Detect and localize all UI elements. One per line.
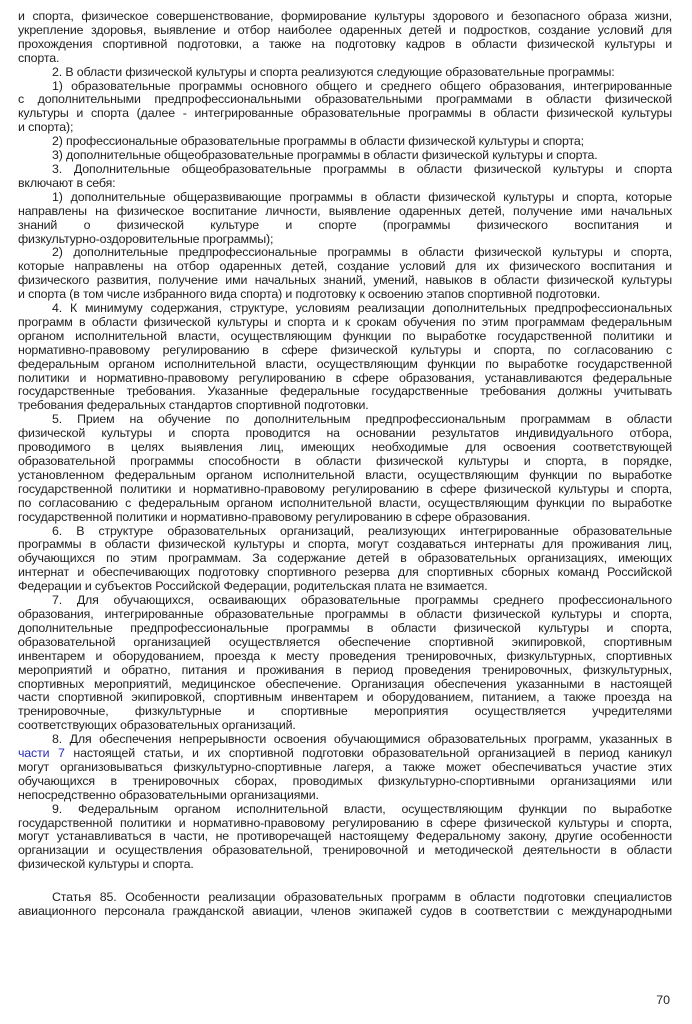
text-line: и спорта (в том числе избранного вида спорта) и подготовку к освоению этапов спортивной подготовки. [18,288,601,302]
paragraph-article-85 [18,891,672,919]
text-line: 7. Для обучающихся, осваивающих образовательные программы среднего профессионального [52,594,672,608]
text-line: федеральным органом исполнительной власти, осуществляющим функции по выработке государственной [18,357,672,371]
link-part-7[interactable]: части 7 [18,747,65,761]
text-line: прохождения спортивной подготовки, а также на подготовку кадров в области физической культуры и [18,37,672,51]
text-line: и спорта, физическое совершенствование, формирование культуры здорового и безопасного образа жизни, [18,10,672,23]
text-line: физической культуры и спорта. [18,858,194,872]
paragraph-p-3-2 [18,246,672,302]
text-line: 8. Для обеспечения непрерывности освоения обучающимися образовательных программ, указанных в [52,733,672,747]
text-line: государственной политики и нормативно-правовому регулированию в сфере физической культуры и спорта, [18,482,672,496]
text-line: непосредственно образовательными организациями. [18,788,319,802]
text-line: 3) дополнительные общеобразовательные программы в области физической культуры и спорта. [52,149,598,163]
text-line: инвентарем и оборудованием, проезда к месту проведения тренировочных, физкультурных, спортивных [18,649,672,663]
text-line: 6. В структуре образовательных организаций, реализующих интегрированные образовательные [52,524,672,538]
paragraph-p-6 [18,525,672,595]
paragraph-p-intro-continued [18,10,672,66]
text-line: интернат и обеспечивающих подготовку спортивного резерва для спортивных сборных команд Российской [18,566,672,580]
paragraph-p-9 [18,803,672,873]
text-line: 2) дополнительные предпрофессиональные программы в области физической культуры и спорта, [52,246,672,260]
paragraph-p-2-1 [18,80,672,136]
text-line: образовательной программы способности в области физической культуры и спорта, в порядке, [18,455,672,468]
text-line: тренировочные, физкультурные и спортивные мероприятия осуществляется учредителями [18,705,672,719]
paragraph-p-2-2 [18,135,672,149]
text-line: части спортивной экипировкой, спортивным инвентарем и оборудованием, питанием, а также проезда на [18,691,672,705]
text-line: направлены на физическое воспитание личности, выявление одаренных детей, получение ими начальных [18,204,672,218]
paragraph-p-8 [18,733,672,803]
text-line: укрепление здоровья, выявление и отбор наиболее одаренных детей и подростков, создание условий для [18,23,672,37]
text-line: 2) профессиональные образовательные программы в области физической культуры и спорта; [52,135,584,149]
text-line: 2. В области физической культуры и спорта реализуются следующие образовательные программы: [52,65,615,79]
text-line: 3. Дополнительные общеобразовательные программы в области физической культуры и спорта [52,162,672,176]
paragraph-p-4 [18,302,672,413]
text-line: 9. Федеральным органом исполнительной власти, осуществляющим функции по выработке [52,802,672,816]
text-line: государственные требования. Указанные федеральные государственные требования должны учитывать [18,385,672,399]
text-line: Статья 85. Особенности реализации образовательных программ в области подготовки специалистов [52,890,672,904]
text-line: дополнительные предпрофессиональные программы в области физической культуры и спорта, [18,621,672,635]
text-line: соответствующих образовательных организаций. [18,719,296,733]
paragraph-p-2 [18,66,672,80]
text-line: установленном федеральным органом исполнительной власти, осуществляющим функции по выработке [18,468,672,482]
text-line: 4. К минимуму содержания, структуре, условиям реализации дополнительных предпрофессиональных [52,302,672,316]
text-line: спортивных мероприятий, медицинское обеспечение. Организация обеспечения указанными в настоящей [18,677,672,691]
text-line: программы в области физической культуры и спорта, могут создаваться интернаты для проживания лиц, [18,538,672,552]
text-line: обучающихся в тренировочных сборах, проводимых физкультурно-спортивными организациями или [18,774,672,788]
paragraph-p-2-3 [18,149,672,163]
page-number: 70 [656,993,670,1007]
text-line: образования, интегрированные образовательные программы в области физической культуры и спорта, [18,607,672,621]
text-line: авиационного персонала гражданской авиации, членов экипажей судов в соответствии с международными [18,904,672,918]
paragraph-p-7 [18,594,672,733]
text-fragment: настоящей статьи, и их спортивной подготовки образовательной организацией в период каникул [64,747,672,761]
text-line: знаний о физической культуре и спорте (программы физического воспитания и [18,218,672,232]
text-line [18,747,672,761]
text-line: обучающихся по этим программам. За содержание детей в образовательных организациях, имеющих [18,552,672,566]
text-line: Федерации и субъектов Российской Федерации, родительская плата не взимается. [18,580,488,594]
text-line: и спорта); [18,121,74,135]
text-line: политики и нормативно-правовому регулированию в сфере образования, устанавливаются федеральные [18,371,672,385]
text-line: мероприятий и обратно, питания и проживания в период проведения тренировочных, физкультурных, [18,663,672,677]
text-line: физического развития, получение ими начальных знаний, умений, навыков в области физической культуры [18,274,672,288]
text-line: организации и осуществления образовательной, тренировочной и методической деятельности в области [18,844,672,858]
text-line: физической культуры и спорта проводится на основании результатов индивидуального отбора, [18,427,672,441]
text-line: программ в области физической культуры и спорта и к срокам обучения по этим программам федеральным [18,315,672,329]
text-line: требования федеральных стандартов спортивной подготовки. [18,399,369,413]
text-line: 5. Прием на обучение по дополнительным предпрофессиональным программам в области [52,413,672,427]
text-line: органом исполнительной власти, осуществляющим функции по выработке государственной политики и [18,329,672,343]
text-line: могут устанавливаться в части, не противоречащей настоящему Федеральному закону, другие особенности [18,830,672,844]
text-line: могут организовываться физкультурно-спортивные лагеря, а также может обеспечиваться участие этих [18,760,672,774]
text-line: по согласованию с федеральным органом исполнительной власти, осуществляющим функции по выработке [18,496,672,510]
text-line: государственной политики и нормативно-правовому регулированию в сфере физической культуры и спорта, [18,816,672,830]
text-line: образовательной организацией осуществляется обеспечение спортивной экипировкой, спортивным [18,635,672,649]
text-line: нормативно-правовому регулированию в сфере физической культуры и спорта, по согласованию с [18,343,672,357]
text-line: культуры и спорта (далее - интегрированные образовательные программы в области физической культуры [18,107,672,121]
text-line: физкультурно-оздоровительные программы); [18,232,274,246]
paragraph-p-5 [18,413,672,524]
text-line: с дополнительными предпрофессиональными образовательными программами в области физической [18,93,672,107]
text-line: которые направлены на отбор одаренных детей, создание условий для их физического воспитания и [18,260,672,274]
text-line: 1) дополнительные общеразвивающие программы в области физической культуры и спорта, которые [52,190,672,204]
document-body [18,10,672,919]
text-line: включают в себя: [18,176,116,190]
text-line: государственной политики и нормативно-правовому регулированию в сфере образования. [18,510,531,524]
paragraph-p-3-1 [18,191,672,247]
text-line: спорта. [18,51,60,65]
section-gap [18,872,672,891]
text-line: проводимого в целях выявления лиц, имеющих необходимые для освоения соответствующей [18,441,672,455]
text-line: 1) образовательные программы основного общего и среднего общего образования, интегрированные [52,79,672,93]
paragraph-p-3 [18,163,672,191]
